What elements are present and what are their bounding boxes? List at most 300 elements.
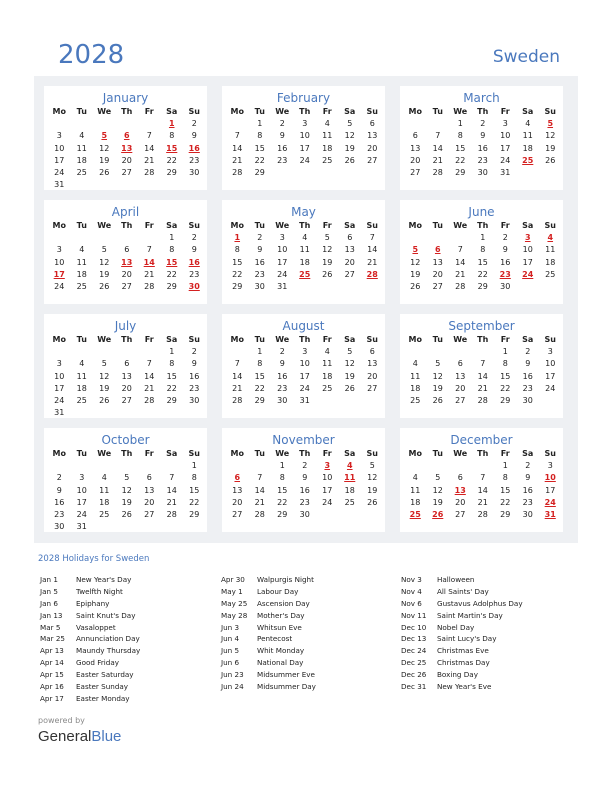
- holiday-name: Maundy Thursday: [76, 646, 141, 656]
- weekday-header: Su: [544, 449, 556, 459]
- holiday-date: Jun 5: [221, 646, 240, 656]
- day-cell: 10: [277, 245, 288, 255]
- day-cell: 24: [54, 282, 65, 292]
- weekday-header: Th: [299, 449, 311, 459]
- day-cell: 31: [544, 510, 556, 520]
- weekday-header: Th: [121, 221, 133, 231]
- weekday-header: Sa: [166, 449, 178, 459]
- day-cell: 19: [432, 383, 443, 393]
- logo-blue: Blue: [91, 728, 122, 745]
- day-cell: 27: [121, 168, 132, 178]
- day-cell: 9: [525, 473, 531, 483]
- day-cell: 24: [522, 269, 534, 279]
- weekday-header: Su: [188, 107, 200, 117]
- day-cell: 13: [121, 257, 133, 267]
- weekday-header: We: [453, 221, 468, 231]
- day-cell: 28: [455, 282, 466, 292]
- day-cell: 22: [500, 383, 511, 393]
- day-cell: 25: [409, 510, 421, 520]
- day-cell: 21: [144, 269, 155, 279]
- day-cell: 16: [299, 485, 310, 495]
- day-cell: 3: [502, 119, 508, 129]
- day-cell: 5: [101, 131, 108, 141]
- day-cell: 3: [302, 119, 308, 129]
- day-cell: 30: [522, 510, 533, 520]
- day-cell: 28: [144, 396, 155, 406]
- weekday-header: Su: [188, 221, 200, 231]
- day-cell: 13: [410, 143, 421, 153]
- weekday-header: We: [275, 107, 290, 117]
- day-cell: 21: [432, 155, 443, 165]
- holiday-row: [401, 669, 576, 681]
- day-cell: 7: [234, 131, 240, 141]
- day-cell: 1: [279, 461, 285, 471]
- month-name: August: [282, 319, 325, 333]
- day-cell: 9: [480, 131, 486, 141]
- day-cell: 23: [522, 497, 533, 507]
- holiday-row: [401, 681, 576, 693]
- weekday-header: Fr: [322, 221, 332, 231]
- month-march: [400, 86, 563, 190]
- day-cell: 15: [166, 257, 178, 267]
- day-cell: 23: [299, 497, 310, 507]
- day-cell: 19: [121, 497, 132, 507]
- day-cell: 29: [455, 168, 466, 178]
- holiday-name: New Year's Eve: [437, 682, 492, 692]
- day-cell: 17: [322, 485, 333, 495]
- day-cell: 4: [324, 347, 330, 357]
- day-cell: 25: [99, 510, 110, 520]
- day-cell: 17: [54, 155, 65, 165]
- day-cell: 8: [480, 245, 486, 255]
- day-cell: 23: [522, 383, 533, 393]
- day-cell: 27: [432, 282, 443, 292]
- holiday-date: Jun 6: [221, 658, 240, 668]
- day-cell: 28: [477, 510, 488, 520]
- day-cell: 14: [166, 485, 177, 495]
- day-cell: 26: [367, 497, 378, 507]
- day-cell: 27: [455, 510, 466, 520]
- day-cell: 26: [410, 282, 421, 292]
- weekday-header: Tu: [432, 107, 443, 117]
- day-cell: 19: [344, 143, 355, 153]
- day-cell: 18: [410, 383, 421, 393]
- day-cell: 23: [499, 269, 511, 279]
- holiday-name: Saint Knut's Day: [76, 610, 136, 620]
- day-cell: 18: [522, 143, 533, 153]
- day-cell: 23: [189, 269, 200, 279]
- weekday-header: Fr: [500, 449, 510, 459]
- day-cell: 5: [347, 347, 353, 357]
- weekday-header: Th: [121, 107, 133, 117]
- month-july: [44, 314, 207, 418]
- day-cell: 27: [367, 383, 378, 393]
- holiday-date: Jun 24: [221, 682, 244, 692]
- day-cell: 22: [166, 269, 177, 279]
- day-cell: 20: [121, 383, 132, 393]
- day-cell: 11: [410, 485, 421, 495]
- holiday-name: Easter Saturday: [76, 670, 134, 680]
- powered-by-text: powered by: [38, 716, 85, 725]
- holiday-date: Jun 4: [221, 634, 240, 644]
- holiday-date: Mar 5: [40, 622, 61, 632]
- weekday-header: Su: [188, 449, 200, 459]
- weekday-header: Fr: [500, 107, 510, 117]
- weekday-header: Mo: [230, 335, 244, 345]
- day-cell: 1: [457, 119, 463, 129]
- day-cell: 22: [254, 383, 265, 393]
- day-cell: 18: [545, 257, 556, 267]
- day-cell: 29: [500, 396, 511, 406]
- holiday-date: Jan 1: [40, 575, 58, 584]
- day-cell: 7: [480, 473, 486, 483]
- day-cell: 27: [121, 282, 132, 292]
- holiday-name: Easter Sunday: [76, 682, 129, 692]
- day-cell: 27: [344, 269, 355, 279]
- day-cell: 2: [525, 347, 531, 357]
- month-name: February: [276, 91, 331, 105]
- day-cell: 12: [410, 257, 421, 267]
- weekday-header: Fr: [500, 335, 510, 345]
- day-cell: 4: [547, 233, 554, 243]
- holiday-row: [221, 586, 396, 598]
- day-cell: 12: [344, 131, 355, 141]
- day-cell: 4: [412, 473, 418, 483]
- holiday-name: Halloween: [437, 575, 475, 584]
- day-cell: 2: [302, 461, 308, 471]
- year-title: 2028: [58, 40, 125, 70]
- day-cell: 22: [477, 269, 488, 279]
- day-cell: 14: [455, 257, 466, 267]
- day-cell: 12: [99, 143, 110, 153]
- holiday-row: [40, 645, 215, 657]
- day-cell: 20: [455, 383, 466, 393]
- day-cell: 4: [412, 359, 418, 369]
- day-cell: 26: [99, 396, 110, 406]
- day-cell: 29: [166, 282, 177, 292]
- day-cell: 30: [277, 396, 288, 406]
- day-cell: 7: [146, 245, 152, 255]
- day-cell: 2: [257, 233, 263, 243]
- holiday-date: Apr 14: [40, 658, 64, 668]
- month-days-table: [48, 106, 206, 191]
- day-cell: 3: [56, 131, 62, 141]
- day-cell: 23: [189, 383, 200, 393]
- month-name: July: [114, 319, 137, 333]
- day-cell: 28: [254, 510, 265, 520]
- holiday-row: [40, 693, 215, 705]
- day-cell: 6: [412, 131, 418, 141]
- weekday-header: Tu: [254, 221, 265, 231]
- day-cell: 20: [432, 269, 443, 279]
- holiday-name: Whitsun Eve: [257, 622, 302, 632]
- day-cell: 16: [189, 371, 200, 381]
- day-cell: 29: [254, 396, 265, 406]
- month-name: April: [111, 205, 140, 219]
- day-cell: 15: [232, 257, 243, 267]
- weekday-header: Su: [366, 107, 378, 117]
- day-cell: 21: [367, 257, 378, 267]
- day-cell: 4: [79, 131, 85, 141]
- day-cell: 9: [191, 359, 197, 369]
- day-cell: 15: [189, 485, 200, 495]
- day-cell: 3: [279, 233, 285, 243]
- day-cell: 15: [455, 143, 466, 153]
- day-cell: 21: [254, 497, 265, 507]
- day-cell: 26: [322, 269, 333, 279]
- day-cell: 26: [545, 155, 556, 165]
- holiday-name: Twelfth Night: [76, 586, 123, 596]
- day-cell: 17: [53, 269, 65, 279]
- day-cell: 4: [302, 233, 308, 243]
- day-cell: 12: [367, 473, 378, 483]
- generalblue-logo[interactable]: [38, 728, 121, 745]
- day-cell: 29: [232, 282, 243, 292]
- weekday-header: Sa: [344, 221, 356, 231]
- day-cell: 30: [188, 282, 200, 292]
- day-cell: 6: [434, 245, 441, 255]
- day-cell: 20: [344, 257, 355, 267]
- holiday-date: Jun 3: [221, 622, 240, 632]
- weekday-header: Tu: [254, 107, 265, 117]
- month-february: [222, 86, 385, 190]
- weekday-header: We: [275, 335, 290, 345]
- holiday-date: Jun 23: [221, 670, 244, 680]
- day-cell: 14: [477, 371, 488, 381]
- day-cell: 7: [435, 131, 441, 141]
- holidays-title: 2028 Holidays for Sweden: [38, 554, 150, 564]
- holiday-name: Saint Martin's Day: [437, 610, 503, 620]
- day-cell: 24: [500, 155, 511, 165]
- weekday-header: Th: [121, 335, 133, 345]
- day-cell: 31: [54, 180, 65, 190]
- weekday-header: Su: [366, 335, 378, 345]
- day-cell: 19: [344, 371, 355, 381]
- weekday-header: Tu: [432, 449, 443, 459]
- day-cell: 8: [234, 245, 240, 255]
- holiday-row: [40, 681, 215, 693]
- day-cell: 5: [347, 119, 353, 129]
- month-name: September: [448, 319, 515, 333]
- day-cell: 28: [166, 510, 177, 520]
- day-cell: 27: [121, 396, 132, 406]
- weekday-header: Th: [477, 449, 489, 459]
- holiday-row: [40, 669, 215, 681]
- holiday-date: Dec 25: [401, 658, 427, 668]
- day-cell: 18: [76, 269, 87, 279]
- weekday-header: Fr: [322, 449, 332, 459]
- day-cell: 27: [367, 155, 378, 165]
- day-cell: 18: [322, 371, 333, 381]
- day-cell: 31: [299, 396, 310, 406]
- day-cell: 4: [324, 119, 330, 129]
- day-cell: 19: [99, 383, 110, 393]
- holiday-date: Apr 15: [40, 670, 64, 680]
- holiday-name: National Day: [257, 658, 304, 668]
- day-cell: 8: [169, 245, 175, 255]
- day-cell: 15: [500, 371, 511, 381]
- day-cell: 17: [277, 257, 288, 267]
- day-cell: 1: [168, 119, 175, 129]
- holiday-row: [40, 586, 215, 598]
- day-cell: 30: [54, 522, 65, 532]
- weekday-header: Th: [299, 335, 311, 345]
- month-days-table: [48, 448, 206, 533]
- weekday-header: Sa: [522, 221, 534, 231]
- day-cell: 13: [454, 485, 466, 495]
- day-cell: 6: [124, 359, 130, 369]
- day-cell: 13: [232, 485, 243, 495]
- day-cell: 12: [432, 485, 443, 495]
- weekday-header: Su: [544, 335, 556, 345]
- day-cell: 6: [146, 473, 152, 483]
- weekday-header: Th: [477, 107, 489, 117]
- month-name: December: [450, 433, 513, 447]
- weekday-header: Fr: [322, 107, 332, 117]
- holiday-date: Dec 24: [401, 646, 427, 656]
- day-cell: 8: [169, 359, 175, 369]
- day-cell: 2: [525, 461, 531, 471]
- holiday-row: [401, 586, 576, 598]
- holiday-date: May 1: [221, 586, 243, 596]
- weekday-header: We: [453, 449, 468, 459]
- day-cell: 10: [76, 485, 87, 495]
- day-cell: 16: [477, 143, 488, 153]
- day-cell: 26: [99, 168, 110, 178]
- holiday-name: Nobel Day: [437, 622, 475, 632]
- day-cell: 4: [79, 359, 85, 369]
- day-cell: 9: [279, 359, 285, 369]
- day-cell: 24: [76, 510, 87, 520]
- day-cell: 12: [322, 245, 333, 255]
- day-cell: 19: [322, 257, 333, 267]
- day-cell: 18: [299, 257, 310, 267]
- day-cell: 6: [369, 347, 375, 357]
- day-cell: 2: [56, 473, 62, 483]
- weekday-header: Mo: [52, 449, 66, 459]
- weekday-header: Sa: [166, 107, 178, 117]
- weekday-header: Su: [366, 449, 378, 459]
- day-cell: 6: [123, 131, 130, 141]
- day-cell: 13: [121, 143, 133, 153]
- day-cell: 26: [121, 510, 132, 520]
- day-cell: 7: [457, 245, 463, 255]
- day-cell: 24: [54, 396, 65, 406]
- day-cell: 2: [502, 233, 508, 243]
- day-cell: 16: [522, 371, 533, 381]
- day-cell: 29: [500, 510, 511, 520]
- day-cell: 4: [101, 473, 107, 483]
- day-cell: 8: [502, 473, 508, 483]
- day-cell: 26: [432, 510, 444, 520]
- day-cell: 4: [79, 245, 85, 255]
- day-cell: 29: [477, 282, 488, 292]
- holiday-date: Dec 31: [401, 682, 427, 692]
- weekday-header: Mo: [52, 221, 66, 231]
- day-cell: 11: [410, 371, 421, 381]
- month-june: [400, 200, 563, 304]
- holiday-row: [401, 657, 576, 669]
- day-cell: 22: [254, 155, 265, 165]
- day-cell: 13: [455, 371, 466, 381]
- month-name: November: [272, 433, 335, 447]
- day-cell: 2: [279, 347, 285, 357]
- day-cell: 31: [54, 408, 65, 418]
- month-may: [222, 200, 385, 304]
- day-cell: 29: [166, 168, 177, 178]
- day-cell: 13: [344, 245, 355, 255]
- month-name: March: [463, 91, 500, 105]
- holiday-row: [221, 681, 396, 693]
- day-cell: 18: [410, 497, 421, 507]
- day-cell: 16: [188, 143, 200, 153]
- day-cell: 11: [76, 371, 87, 381]
- day-cell: 6: [457, 359, 463, 369]
- day-cell: 24: [299, 383, 310, 393]
- day-cell: 10: [544, 473, 556, 483]
- holiday-row: [40, 610, 215, 622]
- weekday-header: Th: [477, 335, 489, 345]
- day-cell: 31: [76, 522, 87, 532]
- day-cell: 17: [500, 143, 511, 153]
- day-cell: 19: [432, 497, 443, 507]
- day-cell: 8: [257, 131, 263, 141]
- day-cell: 2: [191, 347, 197, 357]
- holiday-row: [401, 633, 576, 645]
- day-cell: 28: [477, 396, 488, 406]
- day-cell: 18: [344, 485, 355, 495]
- day-cell: 25: [76, 168, 87, 178]
- holiday-name: Pentecost: [257, 634, 293, 644]
- day-cell: 4: [525, 119, 531, 129]
- weekday-header: Mo: [408, 335, 422, 345]
- weekday-header: We: [275, 449, 290, 459]
- day-cell: 1: [257, 119, 263, 129]
- weekday-header: Fr: [144, 107, 154, 117]
- holiday-name: Easter Monday: [76, 693, 130, 703]
- weekday-header: Sa: [344, 449, 356, 459]
- day-cell: 19: [410, 269, 421, 279]
- weekday-header: Sa: [344, 335, 356, 345]
- day-cell: 24: [544, 497, 556, 507]
- holiday-name: Annunciation Day: [76, 634, 140, 644]
- day-cell: 11: [322, 131, 333, 141]
- day-cell: 14: [144, 371, 155, 381]
- day-cell: 5: [547, 119, 554, 129]
- day-cell: 20: [144, 497, 155, 507]
- day-cell: 21: [232, 155, 243, 165]
- holiday-column-2: [221, 574, 396, 693]
- holiday-row: [40, 657, 215, 669]
- holiday-name: Gustavus Adolphus Day: [437, 598, 523, 608]
- day-cell: 24: [277, 269, 288, 279]
- day-cell: 30: [189, 168, 200, 178]
- day-cell: 26: [344, 155, 355, 165]
- day-cell: 20: [367, 143, 378, 153]
- weekday-header: Tu: [254, 449, 265, 459]
- weekday-header: Su: [366, 221, 378, 231]
- day-cell: 30: [299, 510, 310, 520]
- holiday-date: Dec 13: [401, 634, 427, 644]
- month-december: [400, 428, 563, 532]
- day-cell: 3: [547, 461, 553, 471]
- day-cell: 21: [144, 155, 155, 165]
- day-cell: 21: [166, 497, 177, 507]
- day-cell: 1: [257, 347, 263, 357]
- holiday-row: [221, 669, 396, 681]
- day-cell: 11: [344, 473, 356, 483]
- day-cell: 5: [124, 473, 130, 483]
